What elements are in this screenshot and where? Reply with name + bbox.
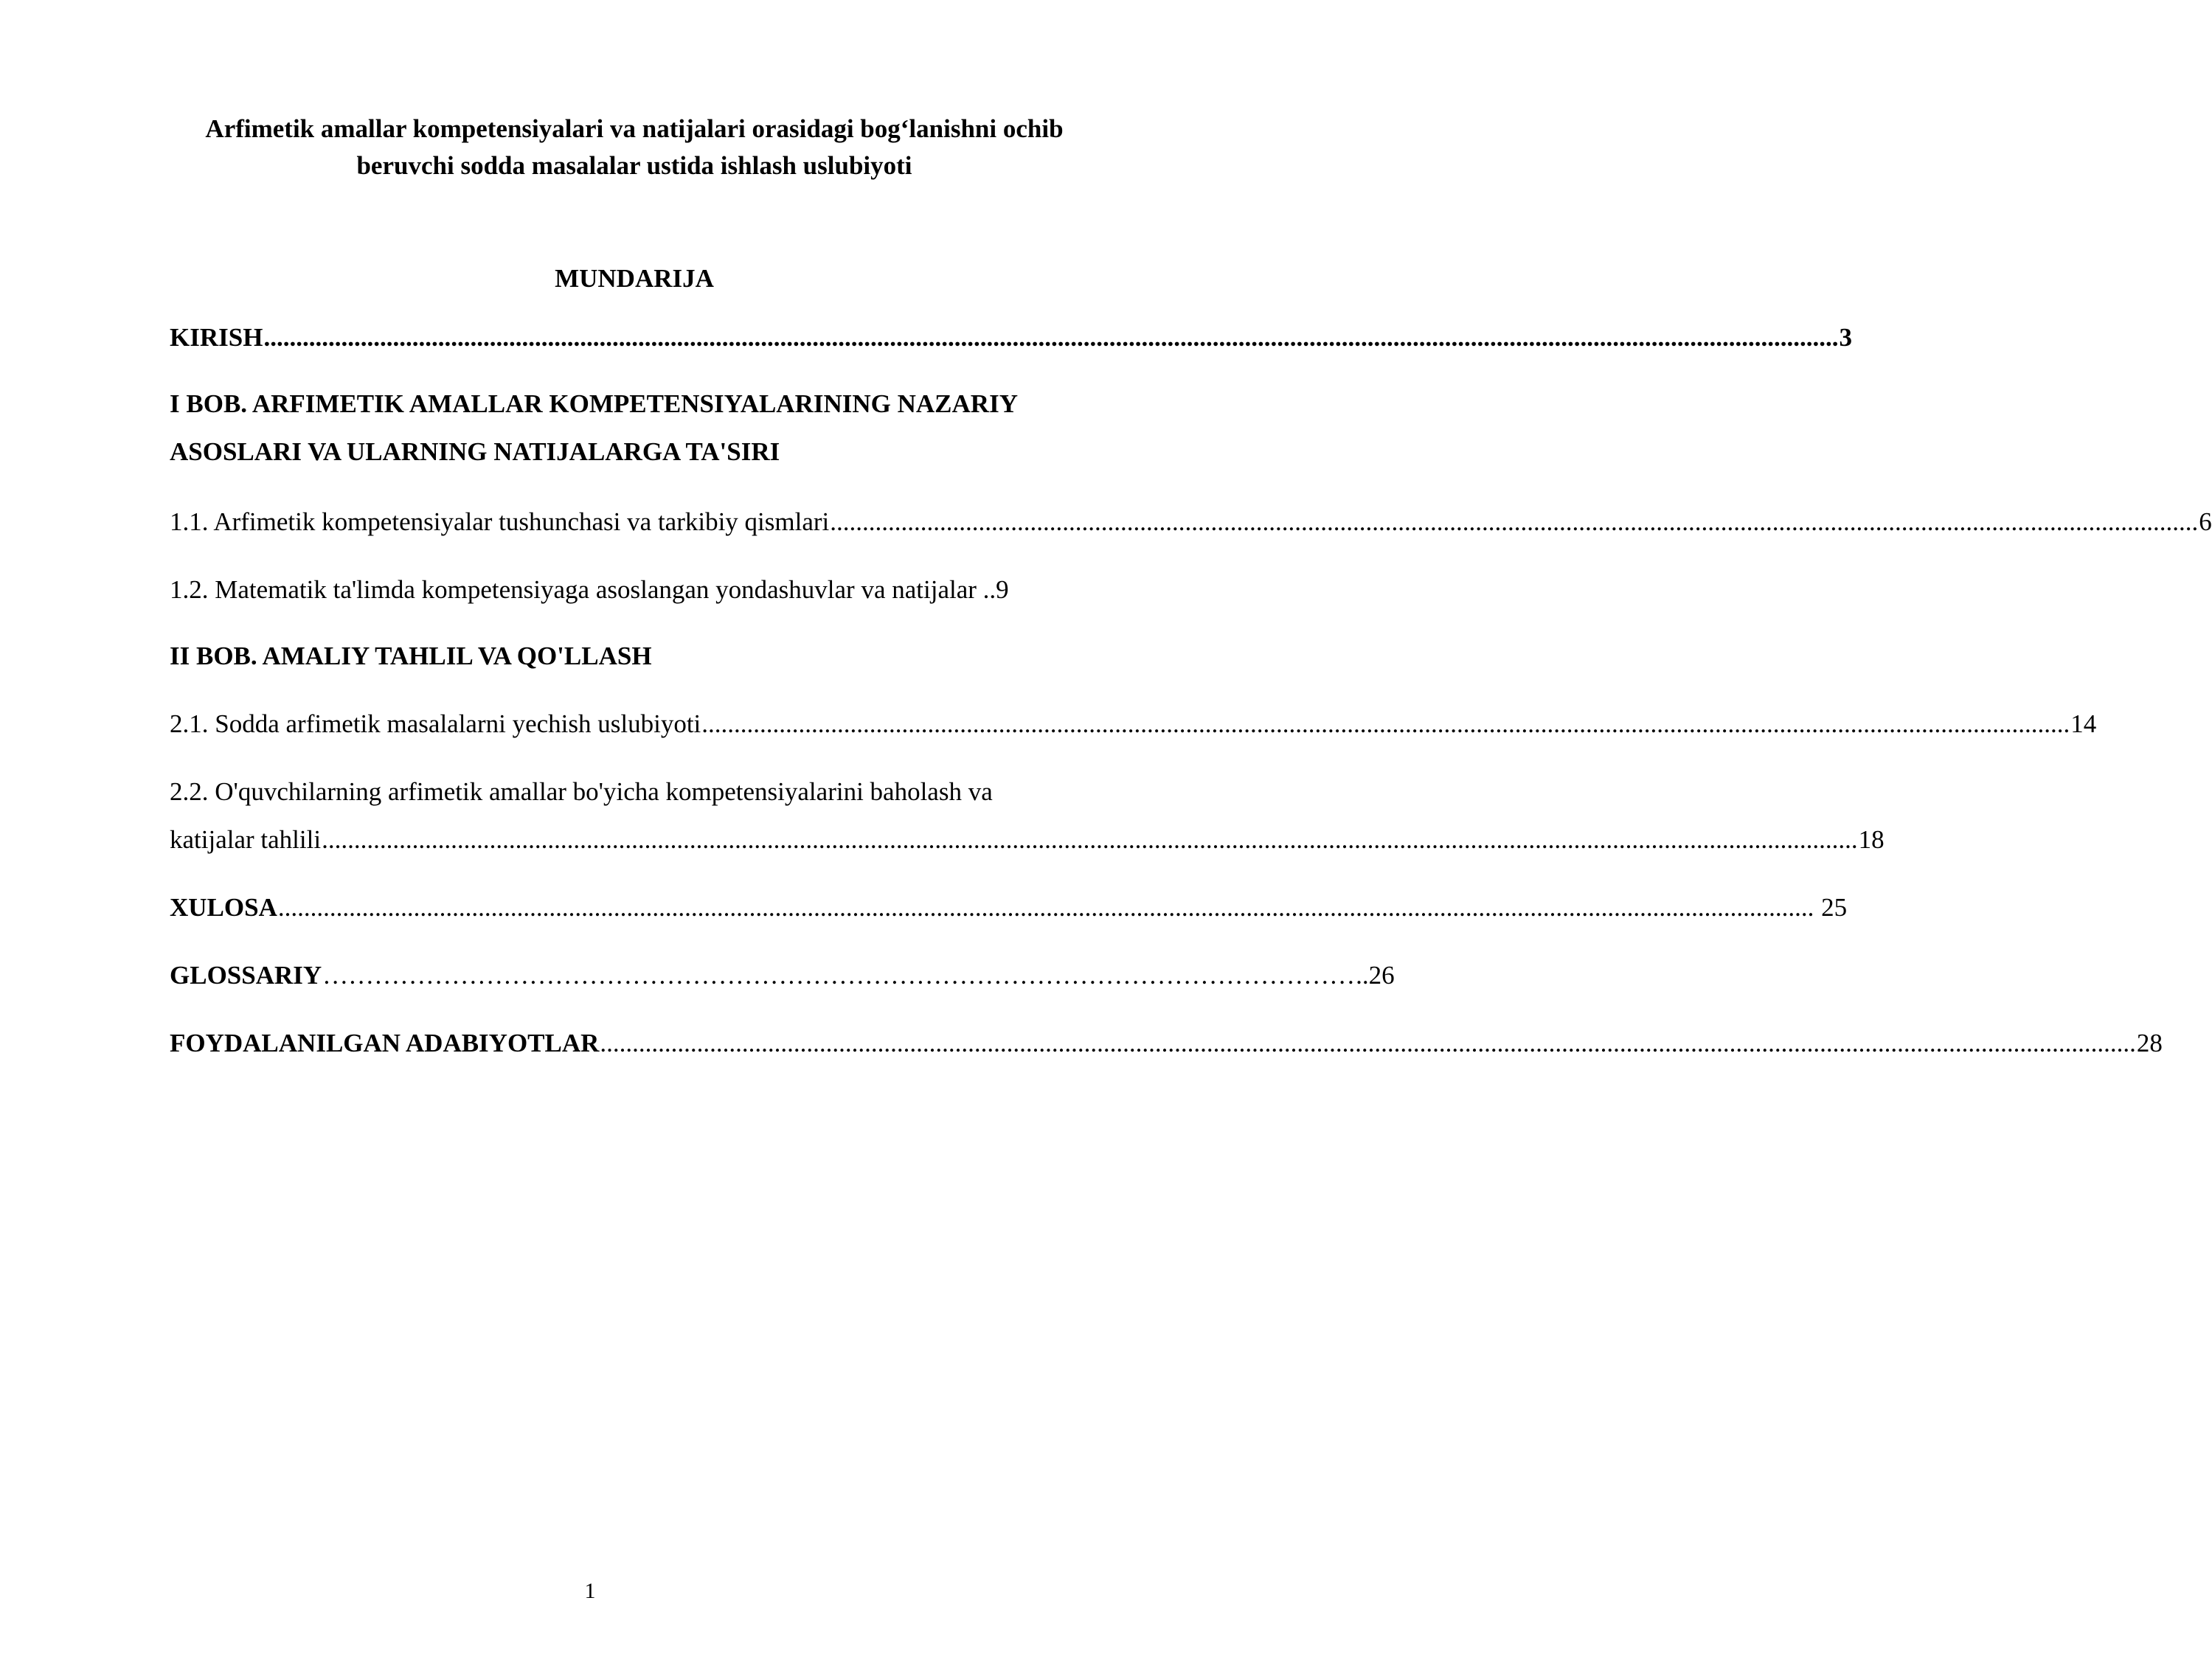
toc-leader-dots: .................................................................................................................................................................................................................... [830, 507, 2199, 536]
toc-entry-2-1[interactable] [170, 706, 2097, 743]
toc-chapter-1-line-2[interactable]: ASOSLARI VA ULARNING NATIJALARGA TA'SIRI [170, 437, 780, 466]
toc-entry-label: 1.1. Arfimetik kompetensiyalar tushunchasi va tarkibiy qismlari [170, 507, 830, 536]
document-title-line-2: beruvchi sodda masalalar ustida ishlash uslubiyoti [356, 151, 912, 180]
toc-entry-label: FOYDALANILGAN ADABIYOTLAR [170, 1029, 600, 1057]
toc-entry-page: 3 [1839, 323, 1852, 352]
toc-entry-page: 14 [2070, 709, 2097, 738]
page-number: 1 [584, 1579, 596, 1603]
toc-entry-label: XULOSA [170, 893, 277, 922]
toc-entry-page: 9 [996, 575, 1009, 604]
toc-entry-glossariy[interactable] [170, 957, 1395, 994]
toc-entry-page: 28 [2136, 1029, 2163, 1057]
toc-chapter-2[interactable]: II BOB. AMALIY TAHLIL VA QO'LLASH [170, 642, 652, 670]
toc-entry-label: 1.2. Matematik ta'limda kompetensiyaga asoslangan yondashuvlar va natijalar .. [170, 575, 996, 604]
toc-entry-page: 25 [1814, 893, 1848, 922]
toc-leader-dots: .................................................................................................................................................................................................................... [701, 709, 2070, 738]
toc-entry-label: GLOSSARIY [170, 961, 322, 990]
toc-entry-label: KIRISH [170, 323, 263, 352]
toc-leader-dots: .............................................................................................................................................................................................................................................. [277, 893, 1814, 922]
toc-entry-2-2[interactable] [170, 821, 1885, 858]
toc-entry-page: ..26 [1356, 961, 1395, 990]
toc-entry-2-2-line-1[interactable]: 2.2. O'quvchilarning arfimetik amallar bo'yicha kompetensiyalarini baholash va [170, 777, 993, 806]
toc-entry-label: katijalar tahlili [170, 825, 322, 854]
toc-heading: MUNDARIJA [555, 264, 714, 293]
toc-entry-adabiyotlar[interactable] [170, 1025, 2163, 1062]
toc-entry-kirish[interactable] [170, 319, 1852, 356]
toc-leader-dots: .................................................................................................................................................................................................................................................... [263, 323, 1839, 352]
toc-entry-1-2[interactable] [170, 571, 1077, 608]
toc-leader-ellipsis: ………………………………………………………………………………………………………… [322, 961, 1356, 990]
toc-leader-dots: .............................................................................................................................................................................................................................................. [600, 1029, 2136, 1057]
toc-entry-label: 2.1. Sodda arfimetik masalalarni yechish uslubiyoti [170, 709, 701, 738]
document-title [148, 111, 1121, 184]
toc-entry-1-1[interactable] [170, 504, 2212, 541]
document-title-line-1: Arfimetik amallar kompetensiyalari va natijalari orasidagi bog‘lanishni ochib [205, 114, 1064, 143]
toc-leader-dots: .............................................................................................................................................................................................................................................. [322, 825, 1858, 854]
toc-chapter-1-line-1[interactable]: I BOB. ARFIMETIK AMALLAR KOMPETENSIYALARINING NAZARIY [170, 389, 1018, 418]
toc-entry-xulosa[interactable] [170, 889, 1848, 926]
toc-entry-page: 18 [1858, 825, 1885, 854]
toc-entry-page: 6 [2199, 507, 2212, 536]
